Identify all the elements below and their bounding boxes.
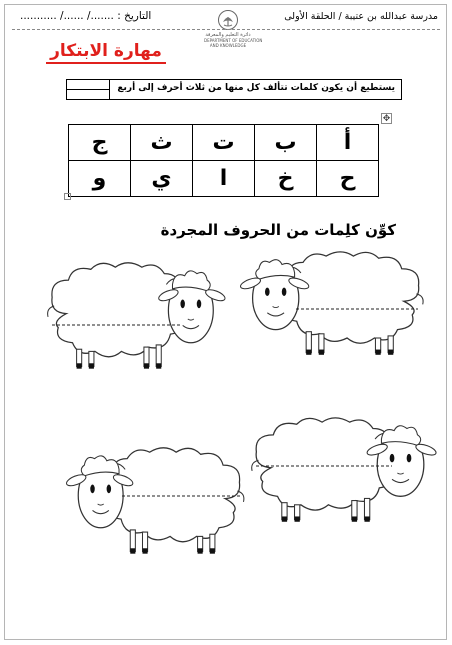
sheep-drawing-4 xyxy=(252,418,438,522)
letter-cell: ح xyxy=(317,161,379,197)
sheep-drawing-3 xyxy=(65,448,244,554)
logo-english-text-2: AND KNOWLEDGE xyxy=(209,43,247,48)
letter-cell: ي xyxy=(131,161,193,197)
skill-title: مهارة الابتكار xyxy=(46,41,166,64)
objective-text: يستطيع أن يكون كلمات تتألف كل منها من ثلاث أحرف إلى أربع xyxy=(117,83,395,93)
sheep-drawing-1 xyxy=(48,263,227,369)
letter-cell: ث xyxy=(131,125,193,161)
logo-english-text-1: DEPARTMENT OF EDUCATION xyxy=(204,38,263,43)
letter-cell: ج xyxy=(69,125,131,161)
date-line: التاريخ : ......./ ....../ ........... xyxy=(20,10,152,22)
sheep-drawing-2 xyxy=(239,252,423,355)
letter-cell: ا xyxy=(193,161,255,197)
letter-cell: أ xyxy=(317,125,379,161)
logo-arabic-text: دائرة التعليم والمعرفة xyxy=(205,32,251,38)
letter-cell: خ xyxy=(255,161,317,197)
letter-cell: و xyxy=(69,161,131,197)
letter-cell: ب xyxy=(255,125,317,161)
instruction-text: كوِّن كلِمات من الحروف المجردة xyxy=(160,221,396,239)
letter-cell: ت xyxy=(193,125,255,161)
school-name: مدرسة عبدالله بن عتيبة / الحلقة الأولى xyxy=(284,11,438,22)
table-move-handle-icon[interactable]: ✥ xyxy=(382,114,391,124)
